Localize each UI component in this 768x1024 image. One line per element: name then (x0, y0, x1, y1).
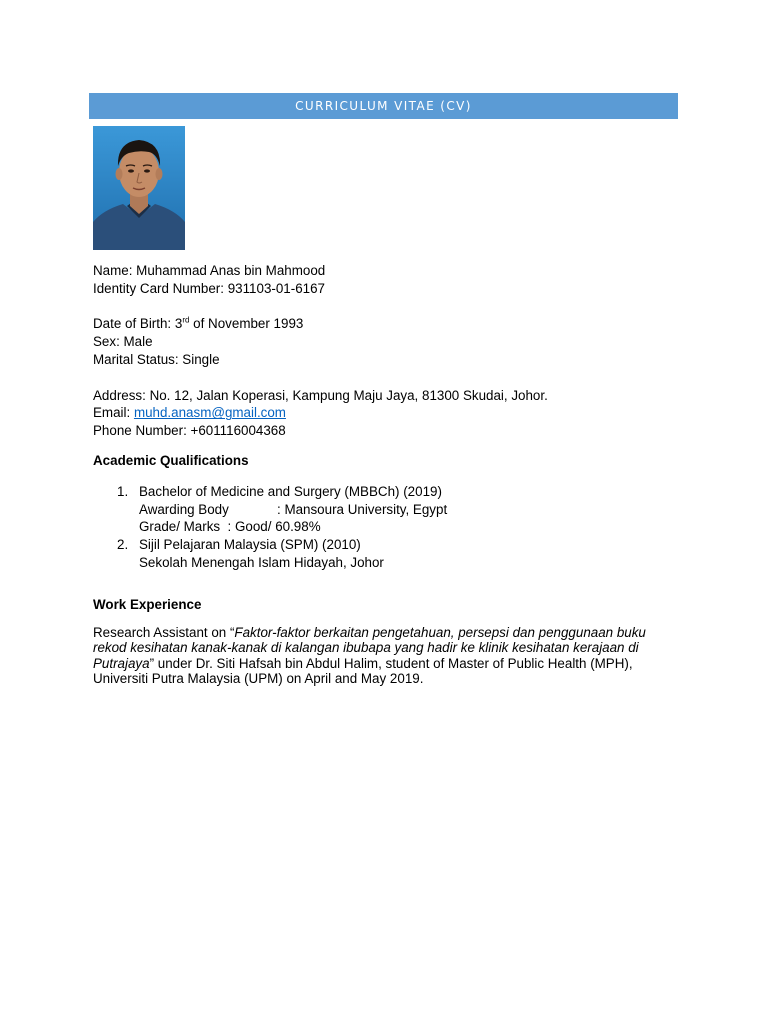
dob-suffix: of November 1993 (189, 316, 304, 332)
dob-prefix: Date of Birth: 3 (93, 316, 183, 332)
work-heading: Work Experience (93, 596, 202, 612)
identity-card-line: Identity Card Number: 931103-01-6167 (93, 280, 325, 296)
list-item (93, 536, 673, 572)
phone-line: Phone Number: +601116004368 (93, 423, 286, 439)
spacer (93, 572, 673, 596)
date-of-birth-line (93, 315, 673, 333)
qualification-title: Bachelor of Medicine and Surgery (MBBCh) (2019) (139, 483, 442, 499)
portrait-photo-icon (93, 126, 185, 250)
list-number: 1. (117, 483, 129, 499)
cv-title: CURRICULUM VITAE (CV) (295, 99, 472, 113)
cv-body (93, 262, 673, 687)
spacer (93, 298, 673, 316)
name-line: Name: Muhammad Anas bin Mahmood (93, 263, 326, 278)
email-label: Email: (93, 405, 134, 421)
academic-heading: Academic Qualifications (93, 452, 249, 468)
school-line: Sekolah Menengah Islam Hidayah, Johor (139, 554, 384, 570)
awarding-body-label: Awarding Body (139, 501, 229, 517)
cv-header-bar (89, 93, 678, 119)
spacer (93, 369, 673, 387)
work-text-italic: Faktor-faktor berkaitan pengetahuan, persepsi dan penggunaan buku rekod kesihatan kanak-kanak di kalangan ibubapa yang hadir ke klinik kesihatan kerajaan di Putrajaya (93, 624, 646, 671)
awarding-body-row (139, 501, 673, 519)
grade-line: Grade/ Marks : Good/ 60.98% (139, 519, 321, 535)
list-item (93, 483, 673, 536)
awarding-body-value: : Mansoura University, Egypt (277, 501, 448, 517)
work-text-after: ” under Dr. Siti Hafsah bin Abdul Halim, student of Master of Public Health (MPH), Universiti Putra Malaysia (UPM) on April and May 2019. (93, 655, 633, 687)
marital-status-line: Marital Status: Single (93, 351, 220, 367)
email-line (93, 404, 673, 422)
academic-list (93, 483, 673, 572)
dob-ordinal: rd (182, 315, 190, 325)
email-link[interactable]: muhd.anasm@gmail.com (133, 405, 286, 421)
portrait-photo (93, 126, 185, 250)
work-experience-paragraph (93, 625, 673, 687)
list-number: 2. (117, 537, 129, 553)
qualification-title: Sijil Pelajaran Malaysia (SPM) (2010) (139, 537, 361, 553)
sex-line: Sex: Male (93, 334, 153, 350)
work-text-before: Research Assistant on “ (93, 624, 235, 640)
address-line: Address: No. 12, Jalan Koperasi, Kampung Maju Jaya, 81300 Skudai, Johor. (93, 387, 548, 403)
